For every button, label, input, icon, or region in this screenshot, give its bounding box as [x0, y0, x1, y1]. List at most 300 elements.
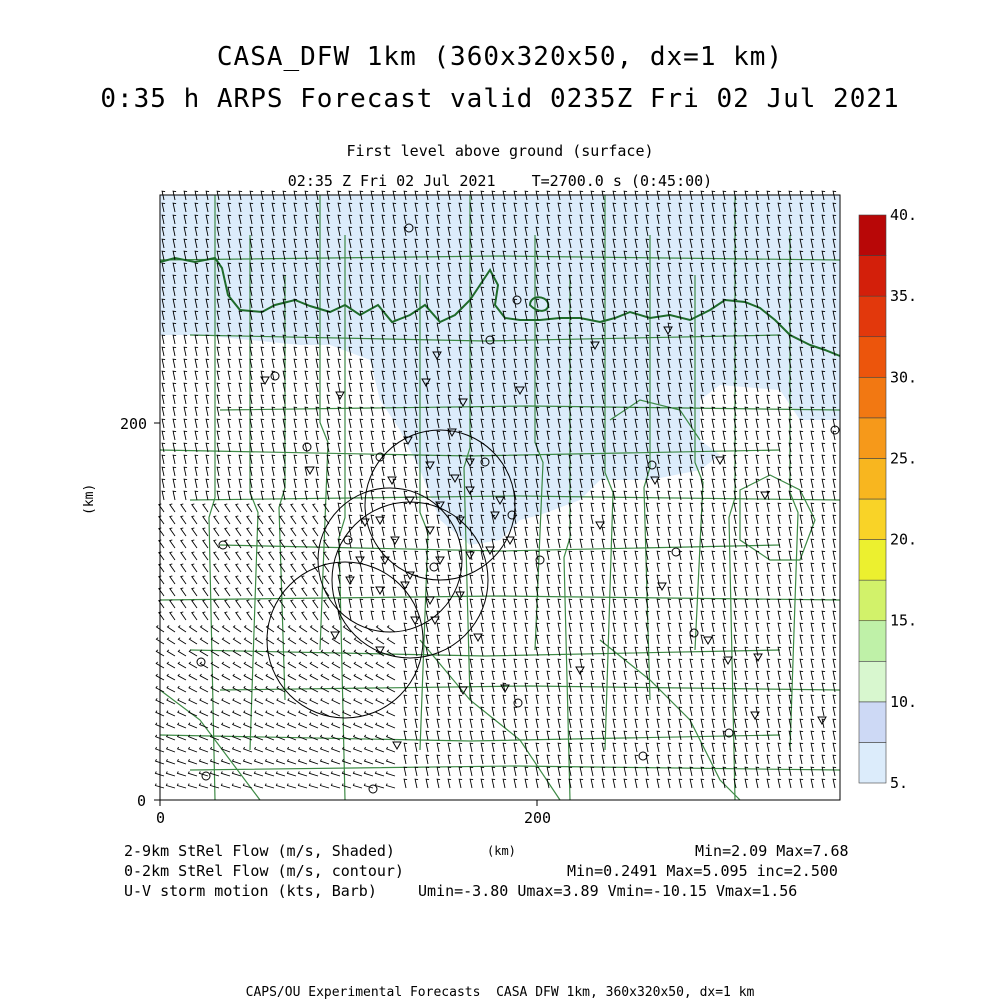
- wind-barb-2271: [591, 623, 594, 632]
- wind-barb-2758: [492, 719, 495, 728]
- wind-barb-2660: [778, 695, 781, 704]
- wind-barb-2357: [167, 650, 175, 656]
- wind-barb-1761: [437, 527, 440, 536]
- wind-barb-2654: [712, 695, 715, 704]
- wind-barb-1652: [602, 503, 605, 512]
- wind-barb-2385: [481, 647, 484, 656]
- wind-barb-2532: [734, 671, 737, 680]
- wind-barb-2501: [387, 674, 395, 680]
- wind-barb-2425: [233, 662, 241, 668]
- wind-barb-2101: [767, 587, 770, 596]
- wind-barb-2285: [745, 623, 748, 632]
- wind-barb-993: [173, 383, 176, 392]
- wind-barb-1500: [294, 479, 297, 488]
- wind-barb-2177: [236, 612, 241, 620]
- wind-barb-1686: [291, 516, 296, 524]
- wind-barb-2974: [822, 755, 825, 764]
- wind-barb-1779: [635, 527, 638, 536]
- wind-barb-2054: [247, 588, 252, 596]
- wind-barb-2350: [778, 635, 781, 644]
- wind-barb-2200: [492, 611, 495, 620]
- wind-barb-2671: [211, 711, 219, 716]
- station-circle-14: [639, 752, 647, 760]
- wind-barb-1856: [800, 539, 803, 548]
- wind-barb-2872: [376, 747, 384, 752]
- wind-barb-1959: [569, 563, 572, 572]
- colorbar-label-3: 20.: [890, 530, 918, 549]
- wind-barb-2820: [492, 731, 495, 740]
- wind-barb-2548: [222, 686, 230, 692]
- wind-barb-1504: [338, 479, 341, 488]
- wind-barb-1244: [206, 431, 209, 440]
- wind-barb-2157: [701, 599, 704, 608]
- wind-barb-3061: [415, 779, 418, 788]
- wind-barb-2239: [234, 626, 242, 633]
- wind-barb-1494: [228, 479, 231, 488]
- wind-barb-2993: [342, 771, 351, 776]
- legend-contour-stats: Min=0.2491 Max=5.095 inc=2.500: [567, 862, 838, 880]
- colorbar-swatch-1: [859, 702, 886, 743]
- colorbar-label-4: 25.: [890, 449, 918, 468]
- wind-barb-2069: [415, 587, 418, 596]
- wind-barb-2458: [602, 659, 605, 668]
- wind-barb-1536: [690, 479, 693, 488]
- wind-barb-2897: [657, 743, 660, 752]
- wind-barb-1698: [426, 515, 429, 524]
- wind-barb-1777: [613, 527, 616, 536]
- wind-barb-1259: [371, 431, 374, 440]
- wind-barb-2505: [437, 671, 440, 680]
- wind-barb-2296: [178, 638, 186, 644]
- wind-barb-1120: [206, 407, 209, 416]
- wind-barb-2937: [415, 755, 418, 764]
- county-line-23: [160, 735, 780, 741]
- wind-barb-2657: [745, 695, 748, 704]
- wind-barb-2940: [448, 755, 451, 764]
- wind-barb-3065: [459, 779, 462, 788]
- wind-barb-2722: [778, 707, 781, 716]
- wind-barb-1858: [822, 539, 825, 548]
- wind-barb-1309: [239, 443, 242, 452]
- wind-barb-3095: [789, 779, 792, 788]
- legend-shaded-stats: Min=2.09 Max=7.68: [695, 842, 849, 860]
- station-triangle-51: [331, 632, 339, 639]
- wind-barb-2683: [343, 711, 351, 716]
- wind-barb-2521: [613, 671, 616, 680]
- wind-barb-2202: [514, 611, 517, 620]
- station-circle-13: [514, 699, 522, 707]
- wind-barb-1190: [294, 419, 297, 428]
- wind-barb-1385: [393, 455, 396, 464]
- wind-barb-1986: [181, 576, 186, 584]
- wind-barb-2451: [525, 659, 528, 668]
- wind-barb-2835: [657, 731, 660, 740]
- wind-barb-2330: [558, 635, 561, 644]
- wind-barb-2448: [492, 659, 495, 668]
- wind-barb-1136: [382, 407, 385, 416]
- wind-barb-2226: [778, 611, 781, 620]
- wind-barb-1897: [569, 551, 572, 560]
- wind-barb-3081: [635, 779, 638, 788]
- wind-barb-2065: [371, 587, 374, 596]
- wind-barb-2217: [679, 611, 682, 620]
- wind-barb-2716: [712, 707, 715, 716]
- wind-barb-3011: [547, 767, 550, 776]
- shaded-flow-layer: [160, 195, 840, 545]
- wind-barb-2399: [635, 647, 638, 656]
- wind-barb-2751: [415, 719, 418, 728]
- x-axis-unit: (km): [487, 844, 516, 858]
- colorbar-label-0: 5.: [890, 774, 909, 792]
- wind-barb-2528: [690, 671, 693, 680]
- wind-barb-2989: [298, 771, 307, 776]
- wind-barb-813: [239, 347, 242, 356]
- wind-barb-2499: [365, 674, 373, 680]
- wind-barb-2928: [310, 759, 319, 764]
- wind-barb-2409: [745, 647, 748, 656]
- wind-barb-2502: [404, 671, 407, 680]
- y-tick-label-0: 0: [137, 792, 147, 810]
- wind-barb-1592: [624, 491, 627, 500]
- wind-barb-1528: [602, 479, 605, 488]
- wind-barb-2533: [745, 671, 748, 680]
- wind-barb-2479: [833, 659, 836, 668]
- wind-barb-1935: [302, 564, 307, 572]
- wind-barb-1975: [745, 563, 748, 572]
- wind-barb-2165: [789, 599, 792, 608]
- wind-barb-2949: [547, 755, 550, 764]
- wind-barb-2185: [324, 612, 329, 620]
- wind-barb-2084: [580, 587, 583, 596]
- wind-barb-2471: [745, 659, 748, 668]
- wind-barb-2283: [723, 623, 726, 632]
- wind-barb-1364: [162, 455, 165, 464]
- wind-barb-1233: [767, 419, 770, 428]
- wind-barb-2326: [514, 635, 517, 644]
- wind-barb-2267: [547, 623, 550, 632]
- wind-barb-1780: [646, 527, 649, 536]
- wind-barb-1997: [302, 576, 307, 584]
- wind-barb-1011: [371, 383, 374, 392]
- station-circle-17: [672, 548, 680, 556]
- wind-barb-2943: [481, 755, 484, 764]
- wind-barb-2527: [679, 671, 682, 680]
- wind-barb-1786: [712, 527, 715, 536]
- wind-barb-1721: [679, 515, 682, 524]
- wind-barb-2034: [712, 575, 715, 584]
- wind-barb-1787: [723, 527, 726, 536]
- station-circle-9: [303, 443, 311, 451]
- wind-barb-1650: [580, 503, 583, 512]
- wind-barb-2863: [277, 747, 285, 752]
- wind-barb-2085: [591, 587, 594, 596]
- wind-barb-2773: [657, 719, 660, 728]
- wind-barb-2756: [470, 719, 473, 728]
- wind-barb-1255: [327, 431, 330, 440]
- wind-barb-2292: [822, 623, 825, 632]
- wind-barb-2015: [503, 575, 506, 584]
- wind-barb-2539: [811, 671, 814, 680]
- wind-barb-3084: [668, 779, 671, 788]
- wind-barb-1122: [228, 407, 231, 416]
- wind-barb-2057: [280, 588, 285, 596]
- wind-barb-2076: [492, 587, 495, 596]
- wind-barb-2144: [558, 599, 561, 608]
- wind-barb-2335: [613, 635, 616, 644]
- wind-barb-2577: [547, 683, 550, 692]
- wind-barb-2705: [591, 707, 594, 716]
- wind-barb-870: [184, 359, 187, 368]
- station-triangle-26: [406, 572, 414, 579]
- wind-barb-2021: [569, 575, 572, 584]
- wind-barb-2960: [668, 755, 671, 764]
- wind-barb-1314: [294, 443, 297, 452]
- wind-barb-1895: [547, 551, 550, 560]
- wind-barb-2536: [778, 671, 781, 680]
- county-line-28: [740, 475, 815, 560]
- wind-barb-1551: [173, 491, 176, 500]
- wind-barb-2818: [470, 731, 473, 740]
- wind-barb-1418: [756, 455, 759, 464]
- wind-barb-1383: [371, 455, 374, 464]
- wind-barb-2605: [167, 698, 175, 704]
- wind-barb-2676: [266, 711, 274, 716]
- wind-barb-2707: [613, 707, 616, 716]
- wind-barb-2128: [382, 599, 385, 608]
- wind-barb-2495: [321, 674, 329, 680]
- wind-barb-1553: [195, 491, 198, 500]
- wind-barb-2492: [288, 674, 296, 680]
- wind-barb-3037: [833, 767, 836, 776]
- wind-barb-3099: [833, 779, 836, 788]
- wind-barb-1121: [217, 407, 220, 416]
- wind-barb-2738: [266, 723, 274, 728]
- wind-barb-2127: [371, 599, 374, 608]
- wind-barb-1837: [591, 539, 594, 548]
- wind-barb-1797: [833, 527, 836, 536]
- wind-barb-1801: [192, 540, 197, 548]
- wind-barb-2730: [178, 723, 186, 728]
- wind-barb-2116: [247, 600, 252, 608]
- wind-barb-2704: [580, 707, 583, 716]
- wind-barb-1529: [613, 479, 616, 488]
- wind-barb-2476: [800, 659, 803, 668]
- wind-barb-2275: [635, 623, 638, 632]
- station-triangle-49: [576, 667, 584, 674]
- wind-barb-1492: [206, 479, 209, 488]
- wind-barb-2167: [811, 599, 814, 608]
- wind-barb-2473: [767, 659, 770, 668]
- wind-barb-1620: [247, 504, 252, 512]
- wind-barb-2719: [745, 707, 748, 716]
- wind-barb-1655: [635, 503, 638, 512]
- wind-barb-1776: [602, 527, 605, 536]
- wind-barb-1510: [404, 479, 407, 488]
- wind-barb-1862: [181, 552, 186, 560]
- wind-barb-1839: [613, 539, 616, 548]
- wind-barb-3071: [525, 779, 528, 788]
- wind-barb-3072: [536, 779, 539, 788]
- wind-barb-1589: [591, 491, 594, 500]
- wind-barb-2303: [255, 638, 263, 644]
- wind-barb-2179: [258, 612, 263, 620]
- wind-barb-2103: [789, 587, 792, 596]
- wind-barb-2724: [800, 707, 803, 716]
- station-triangle-41: [704, 637, 712, 644]
- wind-barb-1289: [701, 431, 704, 440]
- wind-barb-2512: [514, 671, 517, 680]
- wind-barb-1294: [756, 431, 759, 440]
- wind-barb-2945: [503, 755, 506, 764]
- wind-barb-2412: [778, 647, 781, 656]
- wind-barb-3051: [298, 784, 307, 788]
- wind-barb-1261: [393, 431, 396, 440]
- wind-barb-1308: [228, 443, 231, 452]
- wind-barb-2094: [690, 587, 693, 596]
- wind-barb-2295: [167, 638, 175, 644]
- wind-barb-2634: [492, 695, 495, 704]
- wind-barb-2339: [657, 635, 660, 644]
- wind-barb-2083: [569, 587, 572, 596]
- wind-barb-1497: [261, 479, 264, 488]
- wind-barb-1187: [261, 419, 264, 428]
- wind-barb-2775: [679, 719, 682, 728]
- wind-barb-2850: [822, 731, 825, 740]
- wind-barb-1808: [269, 540, 274, 548]
- wind-barb-875: [239, 359, 242, 368]
- wind-barb-2859: [233, 747, 241, 752]
- wind-barb-2957: [635, 755, 638, 764]
- wind-barb-2004: [382, 575, 385, 584]
- wind-barb-2598: [778, 683, 781, 692]
- wind-barb-2641: [569, 695, 572, 704]
- wind-barb-2575: [525, 683, 528, 692]
- wind-barb-1999: [324, 576, 329, 584]
- wind-barb-1742: [225, 528, 230, 536]
- wind-barb-3091: [745, 779, 748, 788]
- wind-barb-881: [305, 359, 308, 368]
- wind-barb-1060: [228, 395, 231, 404]
- wind-barb-1687: [302, 516, 307, 524]
- wind-barb-1651: [591, 503, 594, 512]
- wind-barb-2037: [745, 575, 748, 584]
- wind-barb-2770: [624, 719, 627, 728]
- wind-barb-2171: [170, 612, 175, 620]
- wind-barb-1629: [349, 503, 352, 512]
- footer-credit: CAPS/OU Experimental Forecasts CASA DFW 1km, 360x320x50, dx=1 km: [245, 985, 755, 1000]
- wind-barb-1316: [316, 443, 319, 452]
- wind-barb-2995: [364, 771, 373, 776]
- wind-barb-1995: [280, 576, 285, 584]
- wind-barb-1632: [382, 503, 385, 512]
- wind-barb-3063: [437, 779, 440, 788]
- wind-barb-1626: [313, 504, 318, 512]
- wind-barb-2056: [269, 588, 274, 596]
- wind-barb-2611: [233, 698, 241, 704]
- wind-barb-816: [272, 347, 275, 356]
- wind-barb-2424: [222, 662, 230, 668]
- wind-barb-2878: [448, 743, 451, 752]
- wind-barb-1534: [668, 479, 671, 488]
- wind-barb-2437: [365, 662, 373, 668]
- wind-barb-2750: [404, 719, 407, 728]
- wind-barb-2227: [789, 611, 792, 620]
- wind-barb-1974: [734, 563, 737, 572]
- wind-barb-1668: [778, 503, 781, 512]
- wind-barb-1508: [382, 479, 385, 488]
- wind-barb-2240: [245, 626, 253, 633]
- wind-barb-2768: [602, 719, 605, 728]
- wind-barb-1863: [192, 552, 197, 560]
- wind-barb-2874: [404, 743, 407, 752]
- wind-barb-1057: [195, 395, 198, 404]
- wind-barb-2637: [525, 695, 528, 704]
- wind-barb-2896: [646, 743, 649, 752]
- wind-barb-2030: [668, 575, 671, 584]
- wind-barb-2359: [189, 650, 197, 656]
- wind-barb-2320: [448, 635, 451, 644]
- wind-barb-1836: [580, 539, 583, 548]
- wind-barb-935: [217, 371, 220, 380]
- wind-barb-2786: [800, 719, 803, 728]
- wind-barb-2603: [833, 683, 836, 692]
- wind-barb-2135: [459, 599, 462, 608]
- wind-barb-2918: [200, 759, 209, 764]
- wind-barb-2365: [255, 650, 263, 656]
- wind-barb-1853: [767, 539, 770, 548]
- wind-barb-1980: [800, 563, 803, 572]
- wind-barb-1913: [745, 551, 748, 560]
- wind-barb-2902: [712, 743, 715, 752]
- wind-barb-3049: [276, 784, 285, 788]
- wind-barb-1236: [800, 419, 803, 428]
- wind-barb-2118: [269, 600, 274, 608]
- wind-barb-2327: [525, 635, 528, 644]
- wind-barb-2314: [376, 638, 384, 644]
- wind-barb-2748: [376, 723, 384, 728]
- x-tick-label-200: 200: [524, 809, 552, 827]
- wind-barb-2446: [470, 659, 473, 668]
- wind-barb-2447: [481, 659, 484, 668]
- wind-barb-2203: [525, 611, 528, 620]
- wind-barb-1993: [258, 576, 263, 584]
- wind-barb-2353: [811, 635, 814, 644]
- wind-barb-2817: [459, 731, 462, 740]
- wind-barb-808: [184, 347, 187, 356]
- wind-barb-1475: [701, 467, 704, 476]
- wind-barb-2821: [503, 731, 506, 740]
- wind-barb-2544: [178, 686, 186, 692]
- wind-barb-2299: [211, 638, 219, 644]
- wind-barb-1662: [712, 503, 715, 512]
- wind-barb-2325: [503, 635, 506, 644]
- wind-barb-1554: [206, 491, 209, 500]
- wind-barb-1594: [646, 491, 649, 500]
- wind-barb-2205: [547, 611, 550, 620]
- wind-barb-1449: [415, 467, 418, 476]
- wind-barb-1377: [305, 455, 308, 464]
- wind-barb-2601: [811, 683, 814, 692]
- wind-barb-1976: [756, 563, 759, 572]
- wind-barb-2607: [189, 698, 197, 704]
- wind-barb-2926: [288, 759, 297, 764]
- wind-barb-2855: [189, 747, 197, 752]
- wind-barb-2449: [503, 659, 506, 668]
- wind-barb-2644: [602, 695, 605, 704]
- wind-barb-1977: [767, 563, 770, 572]
- wind-barb-1768: [514, 527, 517, 536]
- wind-barb-2866: [310, 747, 318, 752]
